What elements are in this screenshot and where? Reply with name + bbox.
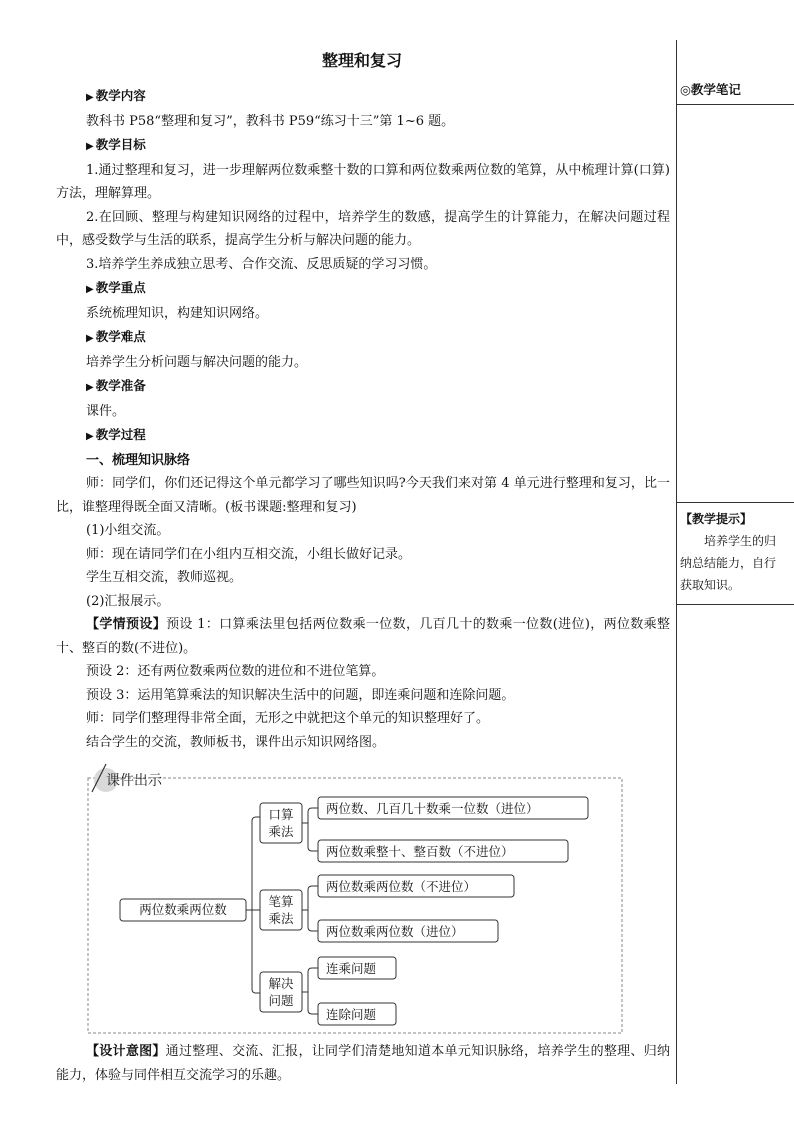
goal-item: 2.在回顾、整理与构建知识网络的过程中，培养学生的数感，提高学生的计算能力，在解决问题过程中，感受数学与生活的联系，提高学生分析与解决问题的能力。 [56, 209, 670, 248]
section-heading: ▶ 教学过程 [86, 427, 146, 442]
paragraph: 学生互相交流，教师巡视。 [86, 570, 243, 585]
difficulty-text: 培养学生分析问题与解决问题的能力。 [86, 354, 308, 370]
branch-label: 解决 [268, 976, 294, 991]
branch-label: 乘法 [268, 824, 294, 839]
presupposition: 【学情预设】预设 1：口算乘法里包括两位数乘一位数，几百几十的数乘一位数(进位)，两位数乘整十、整百的数(不进位)。 [56, 617, 670, 656]
page-title: 整理和复习 [321, 51, 402, 70]
leaf-label: 连乘问题 [326, 961, 377, 976]
section-heading: ▶ 教学目标 [86, 137, 146, 152]
section-heading: ▶ 教学重点 [86, 280, 146, 295]
side-rule-top [676, 104, 794, 105]
branch-label: 笔算 [268, 894, 294, 909]
section-heading: ▶ 教学准备 [86, 378, 146, 393]
design-intent-text: 【设计意图】通过整理、交流、汇报，让同学们清楚地知道本单元知识脉络，培养学生的整理、归纳能力，体验与同伴相互交流学习的乐趣。 [56, 1044, 670, 1083]
side-rule-tip-bottom [676, 604, 794, 605]
margin-divider [676, 40, 677, 1084]
diagram-heading: 课件出示 [106, 773, 162, 789]
prep-text: 课件。 [86, 403, 126, 419]
paragraph: (2)汇报展示。 [86, 593, 170, 609]
branch-label: 乘法 [268, 911, 294, 926]
leaf-label: 连除问题 [326, 1007, 377, 1022]
root-connector [246, 817, 260, 993]
tip-title: 【教学提示】 [680, 512, 753, 526]
paragraph: 师：同学们，你们还记得这个单元都学习了哪些知识吗?今天我们来对第 4 单元进行整理和复习，比一比，谁整理得既全面又清晰。(板书课题:整理和复习) [56, 476, 670, 515]
branch-connector-problems [302, 968, 318, 1014]
content-text: 教科书 P58“整理和复习”，教科书 P59“练习十三”第 1~6 题。 [86, 113, 455, 129]
triangle-icon: ▶ [86, 284, 94, 295]
goal-item: 1.通过整理和复习，进一步理解两位数乘整十数的口算和两位数乘两位数的笔算，从中梳理计算(口算)方法，理解算理。 [56, 162, 670, 201]
knowledge-network-diagram [86, 762, 624, 1035]
leaf-label: 两位数乘两位数（进位） [326, 924, 464, 939]
part-heading: 一、梳理知识脉络 [86, 452, 191, 468]
root-label: 两位数乘两位数 [139, 902, 227, 917]
side-rule-tip-top [676, 502, 794, 503]
section-heading: ▶ 教学难点 [86, 329, 146, 344]
branch-connector-written [302, 886, 318, 931]
branch-connector-oral [302, 808, 318, 851]
paragraph: 预设 2：还有两位数乘两位数的进位和不进位笔算。 [86, 664, 385, 679]
paragraph: 师：同学们整理得非常全面，无形之中就把这个单元的知识整理好了。 [86, 711, 490, 726]
key-text: 系统梳理知识，构建知识网络。 [86, 305, 269, 321]
triangle-icon: ▶ [86, 382, 94, 393]
leaf-label: 两位数乘两位数（不进位） [326, 879, 477, 894]
triangle-icon: ▶ [86, 431, 94, 442]
paragraph: (1)小组交流。 [86, 523, 170, 538]
paragraph: 师：现在请同学们在小组内互相交流，小组长做好记录。 [86, 546, 412, 562]
notes-title: ◎教学笔记 [680, 82, 741, 97]
paragraph: 预设 3：运用笔算乘法的知识解决生活中的问题，即连乘问题和连除问题。 [86, 687, 515, 703]
goal-item: 3.培养学生养成独立思考、合作交流、反思质疑的学习习惯。 [86, 256, 437, 272]
paragraph: 结合学生的交流，教师板书，课件出示知识网络图。 [86, 734, 386, 750]
leaf-label: 两位数、几百几十数乘一位数（进位） [326, 801, 539, 816]
branch-label: 问题 [268, 993, 294, 1008]
section-heading: ▶ 教学内容 [86, 88, 146, 103]
lesson-body [56, 84, 670, 754]
triangle-icon: ▶ [86, 333, 94, 344]
tip-text: 培养学生的归纳总结能力，自行获取知识。 [680, 534, 777, 592]
triangle-icon: ▶ [86, 141, 94, 152]
leaf-label: 两位数乘整十、整百数（不进位） [326, 844, 514, 859]
teaching-tip [680, 508, 780, 596]
branch-label: 口算 [268, 807, 294, 822]
diagram-svg [86, 762, 624, 1035]
design-intent [56, 1040, 670, 1087]
triangle-icon: ▶ [86, 92, 94, 103]
